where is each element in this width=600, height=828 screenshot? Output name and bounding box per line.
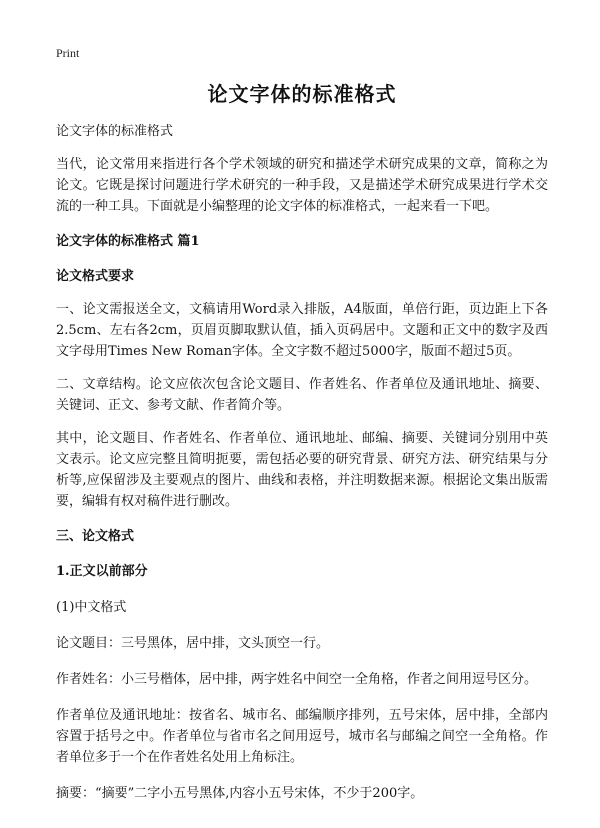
print-link[interactable]: Print (56, 46, 80, 60)
requirement-1: 一、论文需报送全文，文稿请用Word录入排版，A4版面，单倍行距，页边距上下各2.5cm、左右各2cm，页眉页脚取默认值，插入页码居中。文题和正文中的数字及西文字母用Times New Roman字体。全文字数不超过5000字，版面不超过5页。 (56, 302, 548, 359)
format-unit-line: 作者单位及通讯地址：按省名、城市名、邮编顺序排列，五号宋体，居中排，全部内容置于括号之中。作者单位与省市名之间用逗号，城市名与邮编之间空一全角格。作者单位多于一个在作者姓名处用上角标注。 (56, 708, 548, 765)
requirement-2-detail: 其中，论文题目、作者姓名、作者单位、通讯地址、邮编、摘要、关键词分别用中英文表示。论文应完整且简明扼要，需包括必要的研究背景、研究方法、研究结果与分析等,应保留涉及主要观点的图片、曲线和表格，并注明数据来源。根据论文集出版需要，编辑有权对稿件进行删改。 (56, 431, 548, 509)
heading-format: 三、论文格式 (56, 529, 135, 544)
sub-chinese-format: (1)中文格式 (56, 600, 127, 615)
format-abstract-line: 摘要：“摘要”二字小五号黑体,内容小五号宋体，不少于200字。 (56, 786, 424, 801)
document-content (56, 80, 548, 804)
heading-requirements: 论文格式要求 (56, 269, 135, 284)
format-author-line: 作者姓名：小三号楷体，居中排，两字姓名中间空一全角格，作者之间用逗号区分。 (56, 672, 538, 687)
intro-paragraph: 当代，论文常用来指进行各个学术领域的研究和描述学术研究成果的文章，简称之为论文。它既是探讨问题进行学术研究的一种手段，又是描述学术研究成果进行学术交流的一种工具。下面就是小编整理的论文字体的标准格式，一起来看一下吧。 (56, 157, 548, 214)
format-title-line: 论文题目：三号黑体，居中排，文头顶空一行。 (56, 636, 330, 651)
section-title: 论文字体的标准格式 篇1 (56, 234, 200, 249)
heading-before-body: 1.正文以前部分 (56, 564, 148, 579)
requirement-2: 二、文章结构。论文应依次包含论文题目、作者姓名、作者单位及通讯地址、摘要、关键词、正文、参考文献、作者简介等。 (56, 377, 548, 413)
document-subtitle: 论文字体的标准格式 (56, 124, 174, 139)
page-title: 论文字体的标准格式 (207, 82, 397, 106)
